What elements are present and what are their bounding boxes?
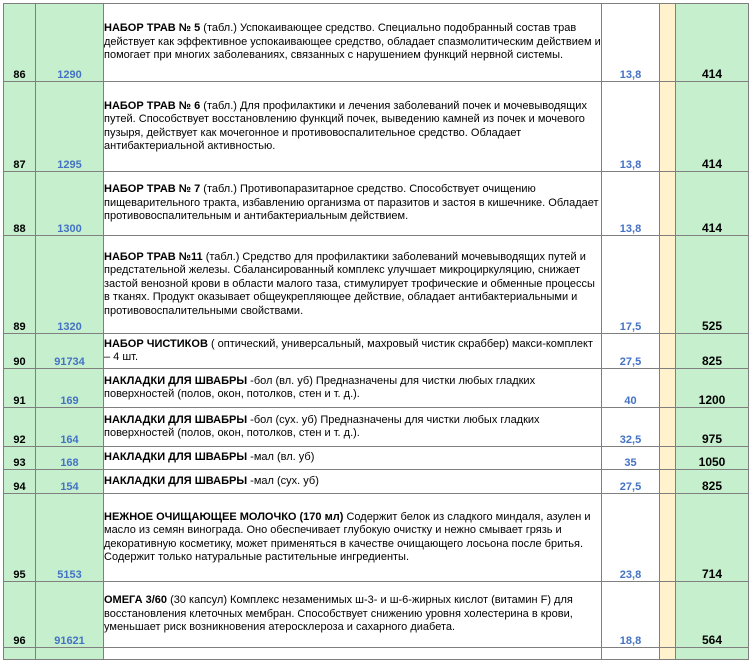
row-number: 90 [4, 334, 36, 369]
product-body: (табл.) Средство для профилактики заболеваний мочевыводящих путей и предстательной железы. Сбалансированный комплекс улучшает микроциркуляцию, снижает застой венозной крови в области малого таза, стимулирует трофические и обменные процессы в тканях. Продукт оказывает общеукрепляющее действие, обладает антибактериальными и противовоспалительными свойствами. [104, 250, 595, 317]
product-weight: 27,5 [602, 334, 660, 369]
product-code: 91621 [36, 582, 104, 648]
table-row [4, 582, 749, 648]
product-code: 1290 [36, 4, 104, 82]
product-title: НАБОР ЧИСТИКОВ [104, 337, 208, 350]
table-row [4, 369, 749, 408]
product-description [104, 648, 602, 660]
product-description [104, 236, 602, 334]
product-title: НАБОР ТРАВ № 6 [104, 99, 201, 112]
spacer-cell [660, 172, 676, 236]
product-price: 414 [676, 172, 749, 236]
product-body: (табл.) Для профилактики и лечения заболеваний почек и мочевыводящих путей. Способствует восстановлению функций почек, выведению камней из почек и мочевого пузыря, действует как мочегонное и противовоспалительное средство. Обладает антибактериальной активностью. [104, 99, 587, 152]
product-weight: 23,8 [602, 494, 660, 582]
product-code: 164 [36, 408, 104, 447]
product-body: (30 капсул) Комплекс незаменимых ш-3- и ш-6-жирных кислот (витамин F) для восстановления клеточных мембран. Способствует снижению уровня холестерина в крови, уменьшает риск возникновения атеросклероза и сахарного диабета. [104, 594, 573, 634]
spacer-cell [660, 408, 676, 447]
spacer-cell [660, 4, 676, 82]
product-code: 5153 [36, 494, 104, 582]
product-weight: 13,8 [602, 172, 660, 236]
product-code: 154 [36, 470, 104, 494]
table-row [4, 236, 749, 334]
spacer-cell [660, 334, 676, 369]
product-price: 1200 [676, 369, 749, 408]
row-number: 92 [4, 408, 36, 447]
product-code: 168 [36, 447, 104, 470]
product-title: НЕЖНОЕ ОЧИЩАЮЩЕЕ МОЛОЧКО (170 мл) [104, 510, 344, 523]
table-row [4, 447, 749, 470]
product-title: НАКЛАДКИ ДЛЯ ШВАБРЫ [104, 374, 248, 387]
product-description [104, 447, 602, 470]
row-number: 93 [4, 447, 36, 470]
product-weight: 40 [602, 369, 660, 408]
product-body: -бол (вл. уб) Предназначены для чистки любых гладких поверхностей (полов, окон, потолков, стен и т. д.). [104, 374, 536, 400]
product-title: НАКЛАДКИ ДЛЯ ШВАБРЫ [104, 474, 248, 487]
spacer-cell [660, 582, 676, 648]
product-description [104, 494, 602, 582]
product-price: 414 [676, 82, 749, 172]
product-price: 525 [676, 236, 749, 334]
table-row [4, 470, 749, 494]
table-row [4, 172, 749, 236]
product-description [104, 4, 602, 82]
product-weight: 32,5 [602, 408, 660, 447]
row-number: 96 [4, 582, 36, 648]
table-row-partial [4, 648, 749, 660]
product-description [104, 172, 602, 236]
product-price: 825 [676, 470, 749, 494]
product-body: Содержит белок из сладкого миндаля, азулен и масло из семян винограда. Оно обеспечивает глубокую очистку и нежно смывает грязь и декоративную косметику, может применяться в качестве очищающего лосьона после бритья. Содержит только натуральные растительные ингредиенты. [104, 510, 591, 563]
spreadsheet-area [3, 3, 749, 660]
product-code: 1295 [36, 82, 104, 172]
product-title: НАБОР ТРАВ № 7 [104, 183, 201, 196]
row-number: 89 [4, 236, 36, 334]
product-description [104, 334, 602, 369]
row-number: 86 [4, 4, 36, 82]
row-number: 94 [4, 470, 36, 494]
product-title: НАБОР ТРАВ № 5 [104, 22, 201, 35]
product-description [104, 408, 602, 447]
product-body: (табл.) Успокаивающее средство. Специально подобранный состав трав действует как эффективное успокаивающее средство, обладает спазмолитическим действием и помогает при многих заболеваниях, связанных с нарушением функций нервной системы. [104, 22, 601, 62]
product-body: (табл.) Противопаразитарное средство. Способствует очищению пищеварительного тракта, избавлению организма от паразитов и застоя в кишечнике. Обладает противовоспалительным и антибактериальным действием. [104, 183, 599, 223]
product-body: -мал (сух. уб) [250, 474, 319, 487]
spacer-cell [660, 236, 676, 334]
product-body: -мал (вл. уб) [250, 451, 315, 464]
product-price [676, 648, 749, 660]
product-code: 91734 [36, 334, 104, 369]
row-number [4, 648, 36, 660]
price-table [3, 3, 749, 660]
spacer-cell [660, 494, 676, 582]
product-price: 825 [676, 334, 749, 369]
row-number: 91 [4, 369, 36, 408]
product-price: 1050 [676, 447, 749, 470]
product-weight: 18,8 [602, 582, 660, 648]
product-body: -бол (сух. уб) Предназначены для чистки любых гладких поверхностей (полов, окон, потолков, стен и т. д.). [104, 413, 540, 439]
product-price: 414 [676, 4, 749, 82]
row-number: 87 [4, 82, 36, 172]
product-body: ( оптический, универсальный, махровый чистик скраббер) макси-комплект – 4 шт. [104, 337, 593, 363]
table-row [4, 4, 749, 82]
product-price: 714 [676, 494, 749, 582]
product-description [104, 82, 602, 172]
product-description [104, 582, 602, 648]
table-row [4, 334, 749, 369]
product-code: 1300 [36, 172, 104, 236]
table-row [4, 408, 749, 447]
table-row [4, 494, 749, 582]
spacer-cell [660, 82, 676, 172]
product-weight: 27,5 [602, 470, 660, 494]
spacer-cell [660, 648, 676, 660]
product-code: 169 [36, 369, 104, 408]
spacer-cell [660, 369, 676, 408]
product-price: 975 [676, 408, 749, 447]
product-weight: 17,5 [602, 236, 660, 334]
product-title: НАКЛАДКИ ДЛЯ ШВАБРЫ [104, 451, 248, 464]
row-number: 88 [4, 172, 36, 236]
spacer-cell [660, 447, 676, 470]
table-row [4, 82, 749, 172]
product-code [36, 648, 104, 660]
spacer-cell [660, 470, 676, 494]
row-number: 95 [4, 494, 36, 582]
product-weight: 13,8 [602, 82, 660, 172]
product-code: 1320 [36, 236, 104, 334]
product-title: НАБОР ТРАВ №11 [104, 250, 203, 263]
product-description [104, 470, 602, 494]
product-title: ОМЕГА 3/60 [104, 594, 168, 607]
product-price: 564 [676, 582, 749, 648]
product-title: НАКЛАДКИ ДЛЯ ШВАБРЫ [104, 413, 248, 426]
product-weight: 35 [602, 447, 660, 470]
product-weight: 13,8 [602, 4, 660, 82]
product-weight [602, 648, 660, 660]
product-description [104, 369, 602, 408]
